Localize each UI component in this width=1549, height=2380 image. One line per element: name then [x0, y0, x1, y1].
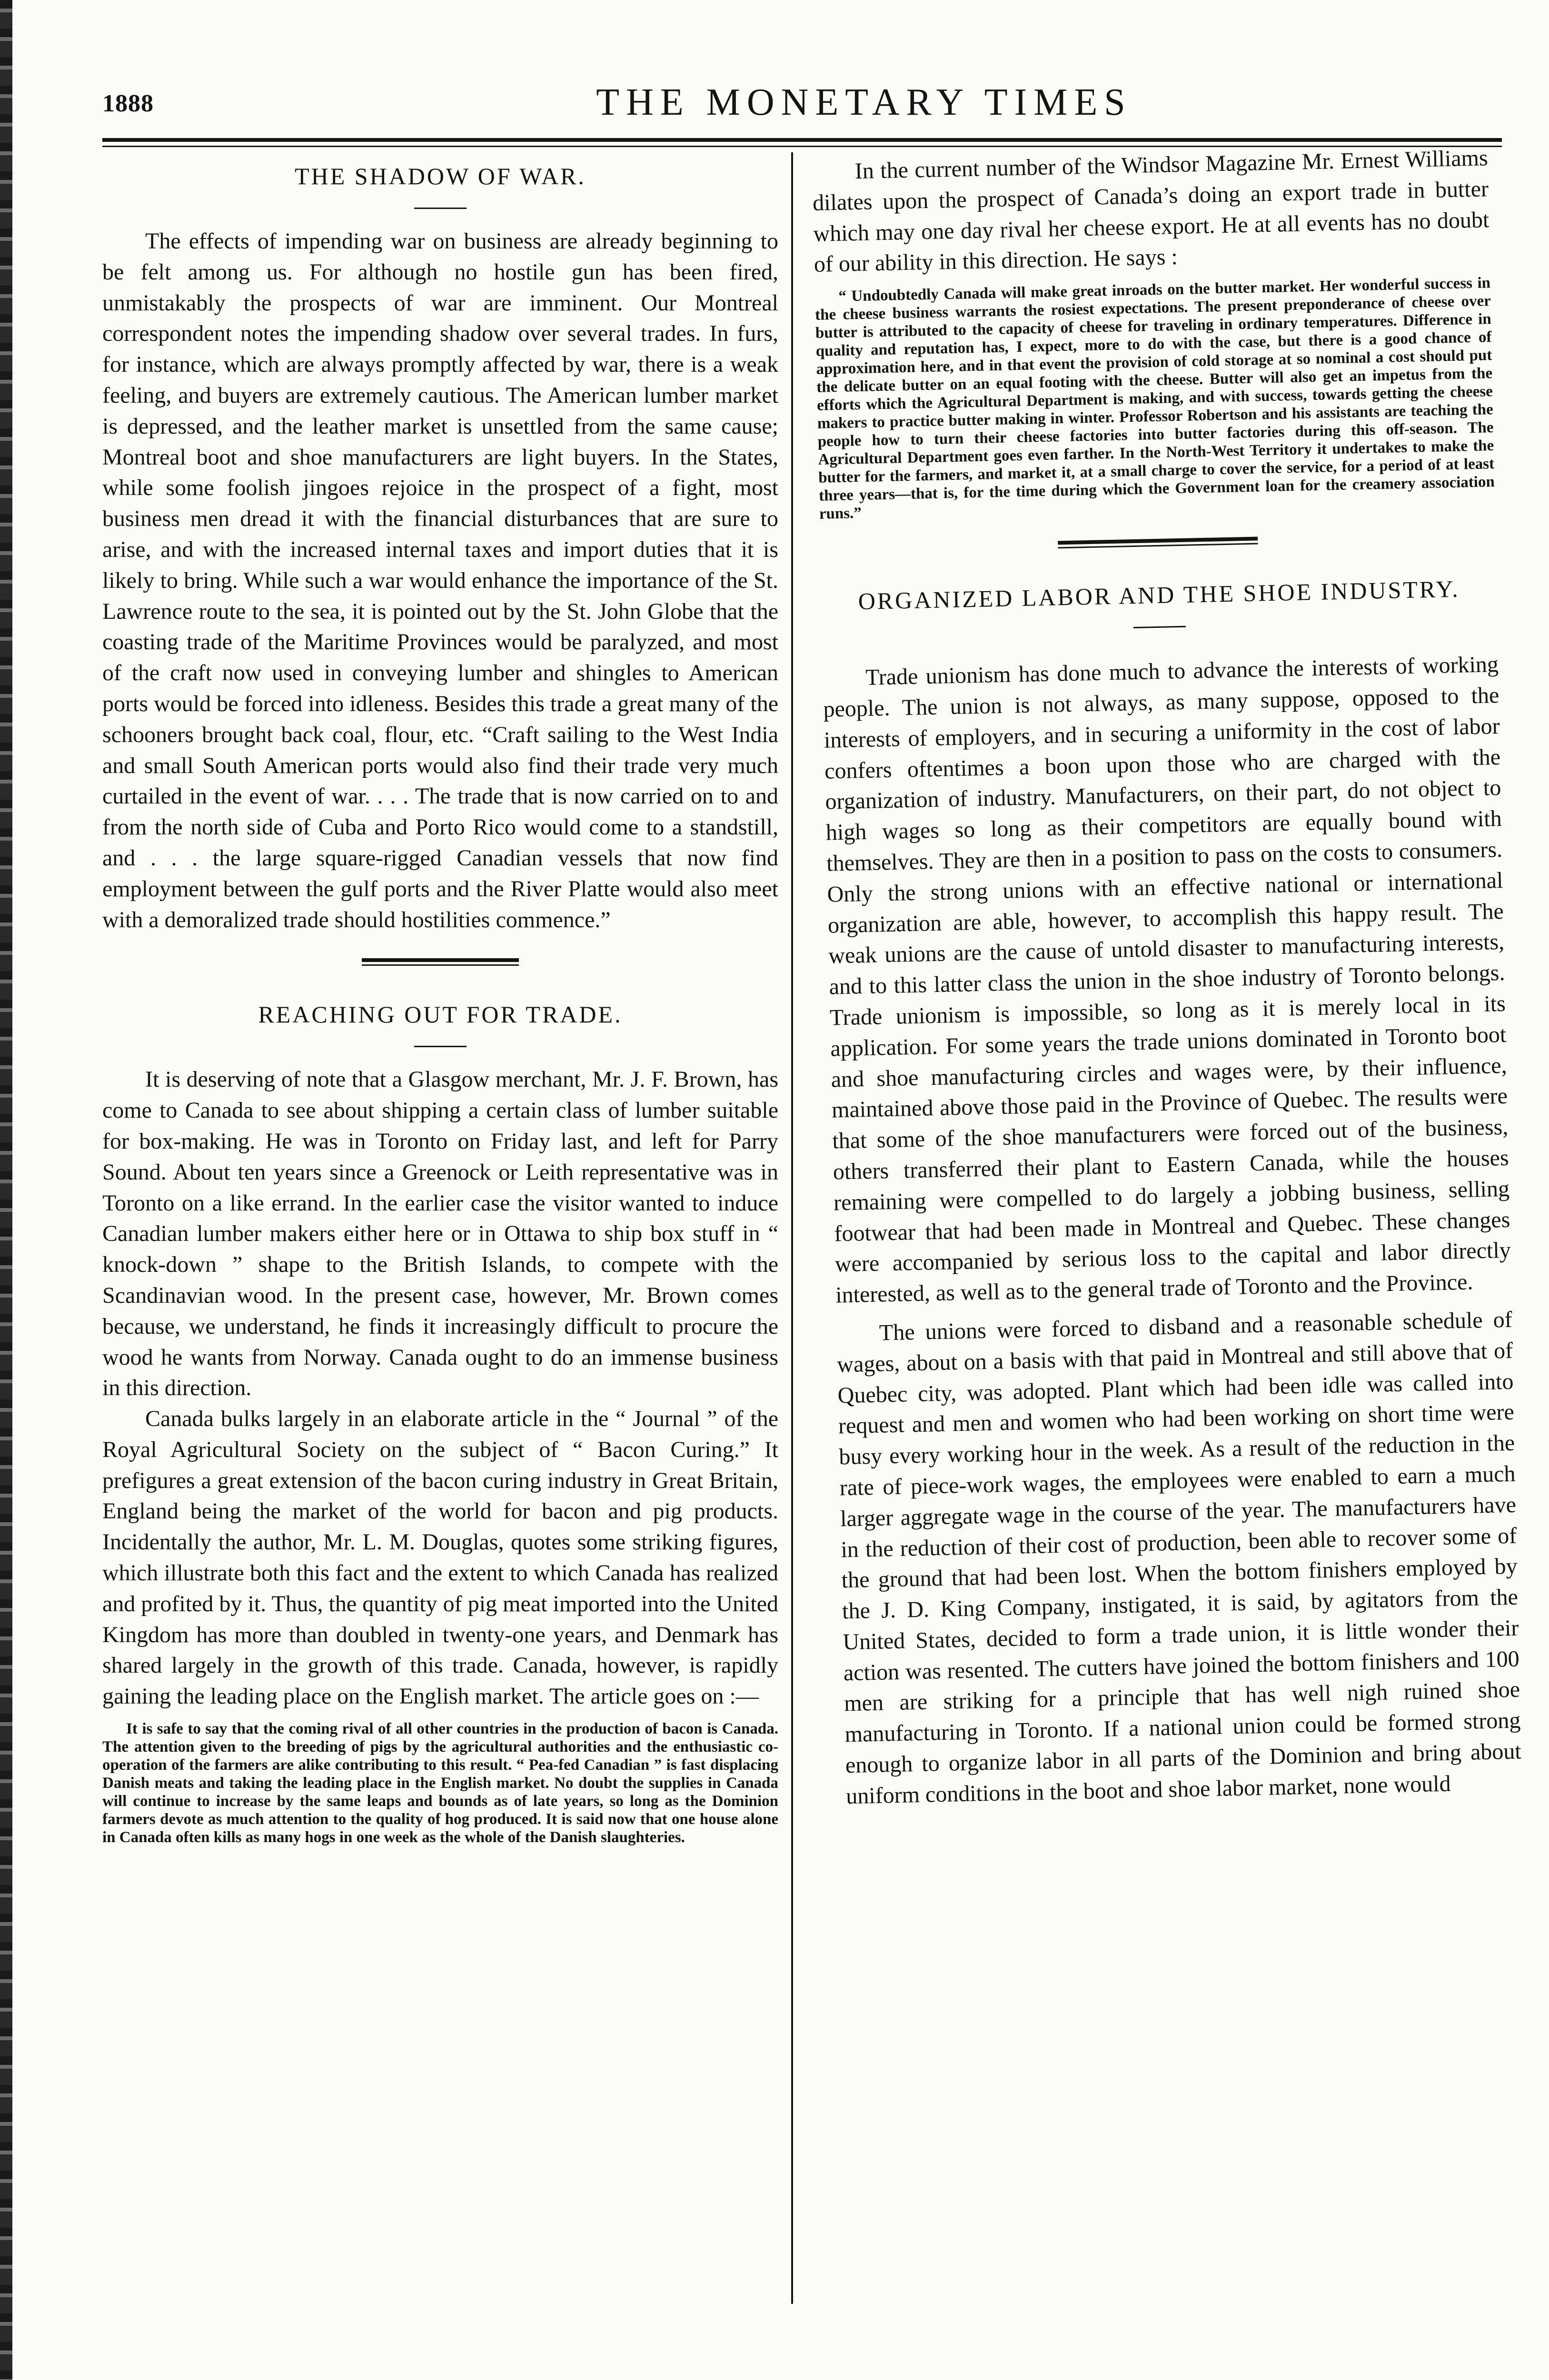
article-title-reaching-out-for-trade: REACHING OUT FOR TRADE.: [258, 1001, 623, 1028]
article-paragraph: In the current number of the Windsor Magazine Mr. Ernest Williams dilates upon the prospect of Canada’s doing an export trade in butter which may one day rival her cheese export. He at all events has no doubt of our ability in this direction. He says :: [812, 145, 1489, 278]
article-title-shadow-of-war: THE SHADOW OF WAR.: [295, 163, 586, 189]
masthead-title: THE MONETARY TIMES: [596, 81, 1132, 123]
title-separator: [414, 1046, 467, 1047]
article-paragraph: Trade unionism has done much to advance the interests of working people. The union is not always, as many suppose, opposed to the interests of employers, and in securing a uniformity in the cost of labor confers oftentimes a boon upon those who are charged with the organization of industry. Manufacturers, on their part, do not object to high wages so long as their competitors are equally bound with themselves. They are then in a position to pass on the costs to consumers. Only the strong unions with an effective national or international organization are able, however, to accomplish this happy result. The weak unions are the cause of untold disaster to manufacturing interests, and to this latter class the union in the shoe industry of Toronto belongs. Trade unionism is impossible, so long as it is merely local in its application. For some years the trade unions dominated in Toronto boot and shoe manufacturing circles and wages were, by their influence, maintained above those paid in the Province of Quebec. The results were that some of the shoe manufacturers were forced out of the business, others transferred their plant to Eastern Canada, while the houses remaining were compelled to do largely a jobbing business, selling footwear that had been made in Montreal and Quebec. These changes were accompanied by serious loss to the capital and labor directly interested, as well as to the general trade of Toronto and the Province.: [823, 652, 1511, 1308]
article-paragraph: The effects of impending war on business are already beginning to be felt among us. For although no hostile gun has been fired, unmistakably the prospects of war are imminent. Our Montreal correspondent notes the impending shadow over several trades. In furs, for instance, which are always promptly affected by war, there is a weak feeling, and buyers are extremely cautious. The American lumber market is depressed, and the leather market is unsettled from the same cause; Montreal boot and shoe manufacturers are light buyers. In the States, while some foolish jingoes rejoice in the prospect of a fight, most business men dread it with the financial disturbances that are sure to arise, and with the increased internal taxes and import duties that it is likely to bring. While such a war would enhance the importance of the St. Lawrence route to the sea, it is pointed out by the St. John Globe that the coasting trade of the Maritime Provinces would be paralyzed, and most of the craft now used in conveying lumber and shingles to American ports would be forced into idleness. Besides this trade a great many of the schooners brought back coal, flour, etc. “Craft sailing to the West India and small South American ports would also find their trade very much curtailed in the event of war. . . . The trade that is now carried on to and from the north side of Cuba and Porto Rico would come to a standstill, and . . . the large square-rigged Canadian vessels that now find employment between the gulf ports and the River Platte would also meet with a demoralized trade should hostilities commence.”: [102, 228, 778, 932]
article-paragraph: It is deserving of note that a Glasgow merchant, Mr. J. F. Brown, has come to Canada to see about shipping a certain class of lumber suitable for box-making. He was in Toronto on Friday last, and left for Parry Sound. About ten years since a Greenock or Leith representative was in Toronto on a like errand. In the earlier case the visitor wanted to induce Canadian lumber makers either here or in Ottawa to ship box stuff in “ knock-down ” shape to the British Islands, to compete with the Scandinavian wood. In the present case, however, Mr. Brown comes because, we understand, he finds it increasingly difficult to procure the wood he wants from Norway. Canada ought to do an immense business in this direction.: [102, 1067, 778, 1401]
right-column-content: [812, 138, 1522, 1812]
column-divider: [791, 152, 793, 2304]
left-column: [102, 152, 778, 1846]
page-header: [102, 81, 1511, 124]
article-title-organized-labor: ORGANIZED LABOR AND THE SHOE INDUSTRY.: [858, 575, 1460, 615]
block-quote: It is safe to say that the coming rival of all other countries in the production of bacon is Canada. The attention given to the breeding of pigs by the agricultural authorities and the enthusiastic co-operation of the farmers are alike contributing to this result. “ Pea-fed Canadian ” is fast displacing Danish meats and taking the leading place in the English market. No doubt the supplies in Canada will continue to increase by the same leaps and bounds as of late years, so long as the Dominion farmers devote as much attention to the quality of hog produced. It is said now that one house alone in Canada often kills as many hogs in one week as the whole of the Danish slaughteries.: [102, 1720, 778, 1846]
title-separator: [1133, 626, 1186, 628]
article-paragraph: The unions were forced to disband and a reasonable schedule of wages, about on a basis with that paid in Montreal and still above that of Quebec city, was adopted. Plant which had been idle was called into request and men and women who had been working on short time were busy every working hour in the week. As a result of the reduction in the rate of piece-work wages, the employees were enabled to earn a much larger aggregate wage in the course of the year. The manufacturers have in the reduction of their cost of production, been able to recover some of the ground that had been lost. When the bottom finishers employed by the J. D. King Company, instigated, it is said, by agitators from the United States, decided to form a trade union, it is little wonder their action was resented. The cutters have joined the bottom finishers and 100 men are striking for a principle that has well nigh ruined shoe manufacturing in Toronto. If a national union could be formed strong enough to organize labor in all parts of the Dominion and bring about uniform conditions in the boot and shoe labor market, none would: [836, 1307, 1522, 1809]
right-column: [812, 145, 1522, 1813]
header-rule-thick: [102, 138, 1502, 142]
block-quote: “ Undoubtedly Canada will make great inroads on the butter market. Her wonderful success in the cheese business warrants the rosiest expectations. The present preponderance of cheese over butter is attributed to the capacity of cheese for traveling in ordinary temperatures. Difference in quality and reputation has, I expect, more to do with the case, but there is a good chance of approximation here, and in that event the provision of cold storage at so nominal a cost should put the delicate butter on an equal footing with the cheese. Butter will also get an impetus from the efforts which the Agricultural Department is making, and with success, towards getting the cheese makers to practice butter making in winter. Professor Robertson and his assistants are teaching the people how to turn their cheese factories into butter factories during this off-season. The Agricultural Department goes even farther. In the North-West Territory it undertakes to make the butter for the farmers, and market it, at a small charge to cover the service, for a period of at least three years—that is, for the time during which the Government loan for the creamery association runs.”: [814, 274, 1495, 523]
article-paragraph: Canada bulks largely in an elaborate article in the “ Journal ” of the Royal Agricultural Society on the subject of “ Bacon Curing.” It prefigures a great extension of the bacon curing industry in Great Britain, England being the market of the world for bacon and pig products. Incidentally the author, Mr. L. M. Douglas, quotes some striking figures, which illustrate both this fact and the extent to which Canada has realized and profited by it. Thus, the quantity of pig meat imported into the United Kingdom has more than doubled in twenty-one years, and Denmark has shared largely in the growth of this trade. Canada, however, is rapidly gaining the leading place on the English market. The article goes on :—: [102, 1406, 778, 1709]
scanned-page-edge: [0, 0, 12, 2380]
page-number: 1888: [102, 90, 154, 117]
article-divider: [1058, 537, 1258, 549]
article-divider: [362, 958, 519, 966]
title-separator: [414, 208, 467, 209]
